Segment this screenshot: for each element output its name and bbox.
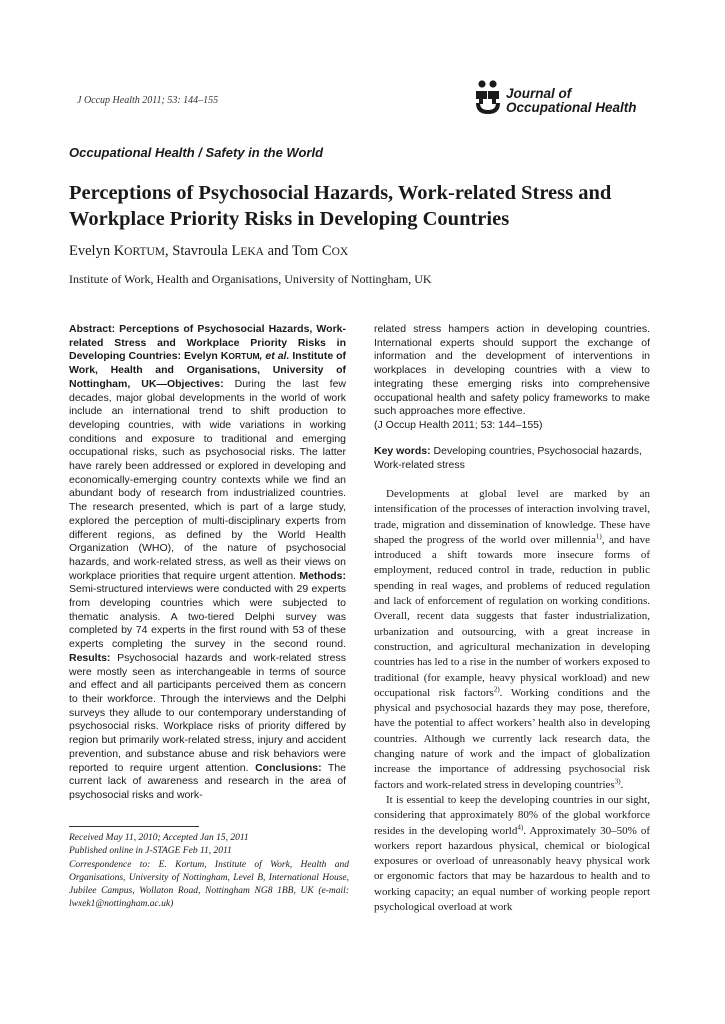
affiliation: Institute of Work, Health and Organisations, University of Nottingham, UK: [69, 272, 432, 286]
body-p1-text-b: , and have introduced a shift towards more insecure forms of employment, reduced control in trade, reduction in public spending in real wages, and problems of reduced regulation and lack of enforcement of regulation on working conditions. Overall, recent data suggests that faster industrialization, urbanization and outsourcing, with a great increase in construction, and agricultural mechanization in developing countries has led to a rise in the number of workers exposed to traditional (for example, heavy physical workload) and new occupational risk factors: [374, 533, 651, 699]
objectives-label: Objectives:: [166, 377, 224, 390]
logo-line-2: Occupational Health: [506, 100, 637, 115]
results-text: Psychosocial hazards and work-related stress were mostly seen as interchangeable in terms of source and effect and all participants perceived them as concern to their workforce. Through the interviews and the Delphi surveys they allude to our contemporary understanding of psychosocial risks. Workplace risks of priority differed by region but primarily work-related stress, injury and accident prevention, and substance abuse and risk behaviors were reported to require urgent attention.: [69, 651, 346, 774]
abstract-reference: (J Occup Health 2011; 53: 144–155): [374, 418, 543, 431]
citation-ref: 3): [614, 776, 621, 785]
keywords-label: Key words:: [374, 445, 431, 457]
journal-logo-icon: [472, 79, 504, 115]
abstract: [69, 323, 346, 803]
abstract-continuation-text: related stress hampers action in developing countries. International experts should support the exchange of information and the development of interventions in workplaces in developing countries with a view to integrating these emerging risks into comprehensive occupational health and safety policy frameworks to make such approaches more effective.: [374, 323, 650, 418]
abstract-lead-text: Abstract: Perceptions of Psychosocial Hazards, Work-related Stress and Workplace Priority Risks in Developing Countries: Evelyn K: [69, 323, 346, 363]
author-separator-2: and: [263, 243, 292, 259]
body-p1-text-c: . Working conditions and the physical and psychosocial hazards they may pose, therefore, have the potential to affect workers’ health also in developing countries. Although we currently lack research data, the changing nature of work and the impact of globalization increase the importance of addressing psychosocial risk factors and work-related stress in developing countries: [374, 686, 650, 791]
methods-label: Methods:: [299, 569, 346, 582]
abstract-lead-institution: Institute of Work, Health and Organisations, University of Nottingham, UK: [69, 350, 347, 390]
objectives-text: During the last few decades, major global developments in the world of work include an international trend to shift production to developing countries, with wide variations in working conditions and exposure to traditional and emerging occupational risks, such as psychosocial risks. The latter have rarely been addressed or explored in developing and economically-emerging country contexts while we find an abundant body of research from industrialized countries. The research presented, which is part of a large study, explored the perception of multi-disciplinary experts from different regions, as defined by the World Health Organization (WHO), of the nature of psychosocial hazards, and work-related stress, as well as their views on workplace priorities that require urgent attention.: [69, 377, 346, 582]
article-title: Perceptions of Psychosocial Hazards, Work-related Stress and Workplace Priority Risks in Developing Countries: [69, 182, 612, 230]
keywords: [374, 445, 650, 472]
citation-ref: 2): [493, 685, 500, 694]
footnote-correspondence: Correspondence to: E. Kortum, Institute of Work, Health and Organisations, University of Nottingham, Level B, International House, Jubilee Campus, Wollaton Road, Nottingham NG8 1BB, UK (e-mail: lwxek1@nottingham.ac.uk): [69, 859, 349, 910]
footnote-divider: [69, 826, 199, 827]
author-2-smallcaps: EKA: [240, 246, 264, 258]
author-3-first: Tom C: [291, 243, 332, 259]
journal-citation: J Occup Health 2011; 53: 144–155: [77, 95, 219, 106]
journal-logo-text: [506, 87, 637, 115]
conclusions-label: Conclusions:: [255, 761, 322, 774]
citation-ref: 1): [595, 532, 602, 541]
footnote: [69, 832, 349, 912]
citation-ref: 4): [517, 822, 524, 831]
author-1-smallcaps: ORTUM: [124, 246, 166, 258]
body-p2-text-b: . Approximately 30–50% of workers report hazardous physical, chemical or biological exposures or overload of unreasonably heavy physical work or ergonomic factors that may be hazardous to health and to working capacity; an equal number of working people report psychological overload at work: [374, 824, 650, 914]
body-p1-text-d: .: [620, 778, 624, 791]
methods-text: Semi-structured interviews were conducted with 29 experts from developing countries which were subjected to thematic analysis. A two-tiered Delphi survey was completed by 74 experts in the first round with 53 of these experts completing the survey in the second round.: [69, 583, 346, 651]
author-separator-1: ,: [165, 243, 173, 259]
author-2-first: Stavroula L: [172, 243, 241, 259]
author-1-first: Evelyn K: [69, 243, 125, 259]
abstract-lead-etal: , et al.: [259, 350, 290, 363]
abstract-dash: —: [156, 377, 167, 390]
body-p1-text-a: Developments at global level are marked by an intensification of the processes of interaction involving travel, trade, migration and dissemination of knowledge. These have shaped the progress of the world over millennia: [374, 488, 650, 546]
body-paragraph-1: [374, 487, 650, 793]
abstract-continuation: [374, 323, 650, 433]
section-label: Occupational Health / Safety in the World: [69, 145, 324, 160]
author-3-smallcaps: OX: [331, 246, 349, 258]
body-p2-text-a: It is essential to keep the developing countries in our sight, considering that approximately 80% of the global workforce resides in the developing world: [374, 793, 650, 837]
abstract-lead-smallcaps: ORTUM: [228, 351, 260, 362]
results-label: Results:: [69, 651, 111, 664]
keywords-text: Developing countries, Psychosocial hazards, Work-related stress: [374, 445, 642, 471]
footnote-published: Published online in J-STAGE Feb 11, 2011: [69, 846, 232, 857]
body-paragraph-2: [374, 793, 650, 915]
logo-line-1: Journal of: [506, 86, 572, 101]
footnote-received: Received May 11, 2010; Accepted Jan 15, 2011: [69, 833, 249, 843]
body-text: [374, 487, 650, 915]
journal-logo: [472, 79, 662, 119]
conclusions-text: The current lack of awareness and research in the area of psychosocial risks and work-: [69, 761, 347, 801]
author-list: [69, 243, 348, 260]
